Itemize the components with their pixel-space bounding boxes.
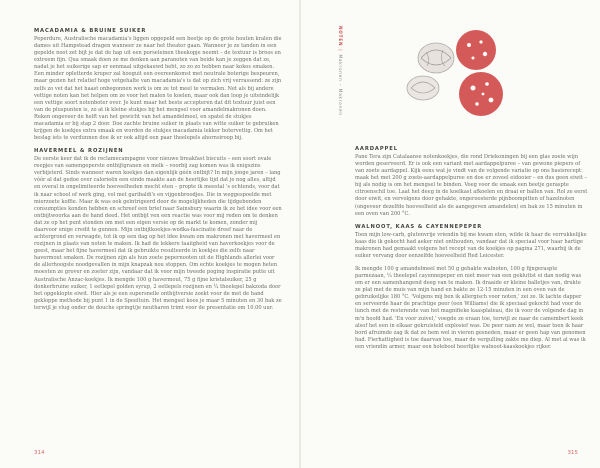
left-column [34,28,282,318]
right-column [355,146,588,357]
macaroon-illustration [456,30,503,116]
page-number-left: 314 [34,450,45,456]
section-heading-aardappel: AARDAPPEL [355,146,398,152]
section-heading-walnoot: WALNOOT, KAAS & CAYENNEPEPER [355,223,483,230]
section-body-havermeel: De eerste keer dat ik de reclamecampagne voor nieuwe breakfast biscuits – een soort ovale reepjes van samengeperste ontbijtgranen en melk – voorbij zag komen was ik enigszins verbijsterd. Sinds wanneer waren koekjes dan eigenlijk géén ontbijt? In mijn jonge jaren – lang vóór al dat gedoe over calorieën een einde maakte aan de heerlijke tijd dat je nog alles, altijd en overal in ongelimiteerde hoeveelheden mocht eten – propte ik meestal 's ochtends, voor dat ik naar school of werk ging, vol met garibaldi's en vijgenbroodjes. Die in weggespoelde met mierzoete koffie. Maar ik was ook geïntrigeerd door de mogelijkheden die tijdgebonden consumpties konden hebben en schreef een brief naar Sainsbury waarin ik ze het idee voor een ontbijtwoorka aan de hand deed. Het ontbijt ven een reactie was voor mij reden om te denken dat ze op het punt stonden om met een eigen versie op de markt te komen, zonder mij daarvoor enige credit te gunnen. Mijn ontbijtkoekjes-wodka-fascinatie dreef naar de achtergrond en verwagde, tot ik op een dag op het idee kwam om makronen met havermeel en rozijnen in plaats van noten te maken. Ik had de lekkere taaiigheid van haverkoekjes voor de geest, maar het fijne havermeel dat ik gebruikte resulteerde in koekjes die zelfs naar havermout smaken. De rozijnen zijn als hun zoete pepernooten uit de Highlands allerlei voor de allerhoogste noodgevallen in mijn knapzak nou stoppen. Om echte koekjes te mogen heten moesten ze grover en zoeter zijn, vandaar dat ik voor mijn tweede poging inspiratie putte uit Australische Anzac-koekjes. Ik mengde 100 g havermout, 75 g fijne kristalsuiker, 25 g donkerbruine suiker, 1 eetlepel golden syrup, 2 eetlepels rozijnen en ¼ theelepel bakzoda door het opgeklopte eiwit. Hier als je een supersnelle ontbijtversie zoekt voor de met de hand gekloppe methode bij punt 1 in de Speeltuin. Het mengsel koos je maar 5 minuten en 30 bak ze terwijl je vlug onder de douche springt/je neutharen trimt voor de presentatie om 10.00 uur. [34,156,282,311]
left-page [0,0,299,468]
running-head-separator: | [338,49,343,52]
running-head [337,26,345,126]
section-body-macadamia: Peperdure, Australische macadamia's liggen opgepeld een beetje op de grote houten kralen die dames uit Hampstead dragen wanneer ze naar het theater gaan. Wanneer je ze tanden in een gepelde noot zet bijt je dat de hap uit een porseleinen theekopje neemt – de textuur is broos en extreem fijn. Qua smaak doen ze me denken aan paranoten van beide kan je zeggen dat ze, nadat je het suikerige sap er eenmaal uitgekauwd hebt, zo zo zo hebben naar kokos smaken. Een minder opletterde kruper zal hooguit een overeenkomst met neutrale boterige bespeuren, maar gezien het relatief hoge vetgehalte van macadamia's is dat op zich vrij verrassend: ze zijn zelfs zo vet dat het haast onbegonnen werk is om ze tot meel te vermalen. Net als bij andere vettige noten kan het helpen om ze voor het malen te koelen, maar ook dan loop je uiteindelijk een vettige soort notenboter over. Je kunt maar het beste accepteren dat dit textuur juist een van de pluspunten is, zo at ik kleine stukjes bij het mengsel voor amandelmakronen doen. Reken ongeveer de helft van het gewicht van het amandelmeel, en spatel de stukjes macadamia er bij stap 2 door. Doe zachte bruine suiker in plaats van witte suiker te gebruiken krijgen de koekjes extra smaak en worden de stukjes macadamia lekker botervettig. Om het beslag iets te verdunnen doe ik er ook altijd een paar theelepels ahornsiroop bij. [34,36,282,142]
section-body-aardappel: Pane Tera zijn Catalaanse notenkoekjes, die rond Driekoningen bij een glas zoete wijn worden geserveerd. Er is ook een variant met aardappelpuree – van gewone piepers of van zoete aardappel. Kijk eens wat je vindt van de volgende variatie op ons basisrecept: maak het met 200 g zoete-aardappelpuree en doe er zoveel eidooier – en dus geen eiwit – bij als nodig is om het mengsel te binden. Voeg voor de smaak een beetje geraspte citroenschil toe. Laat het deeg in de koelkast afkoelen en draai er ballen van. Rol ze eerst door eiwit, en vervolgens door gehakte, ongeroosterde pijnboompitten of hazelnoten (ongeveer dezelfde hoeveelheid als de aangegeven amandelen) en bak ze 15 minuten in een oven van 200 °C. [355,154,588,217]
right-page [301,0,600,468]
section-heading-havermeel: HAVERMEEL & ROZIJNEN [34,148,124,155]
page-number-right: 315 [567,450,578,456]
walnut-illustration [407,43,454,100]
section-body-walnoot-2: Ik mengde 100 g amandelmeel met 50 g gehakte walnoten, 100 g fijngeraspte parmezaan, ¼ theelepel cayennepeper en niet meer van een gekluttst ei dan nodig was om er een samenhangend deeg van te maken. Ik draaide er kleine balletjes van, drukte ze plat met de muis van mijn hand en bakte ze 12-15 minuten in een oven van de gebruikelijke 180 °C. 'Volgens mij ben ik allergisch voor noten,' zei ze. Ik lachte dapper en serveerde haar de prachtige peer (een Williams) die ik speciaal gekocht had voor de lunch met de resterende van het magnifieke kaasplateau, die ik voor de volgende dag in m'n hoofd had. 'En voor zuivel,' voegde ze eraan toe, terwijl ze naar de camembert keek alsof het een in elkaar gekruisteld explosief was. De peer nam ze wel, maar toen ik haar bord afruimde zag ik dat ze hem wel in vieren gesneden, maar er geen hap van genomen had. Fierhattighed is toe daarvan toe, maar de vergulling zakte me diep. Al met al was ik een vriendin armer, maar een holebool heerlijke walnoot-kaaskoekjes rijker. [355,266,586,350]
nut-illustration [381,20,521,120]
running-head-title: NOTEN [338,26,343,47]
section-body-walnoot-1: Toen mijn low-carb, glutenvrije vriendin bij me kwam eten, wilde ik haar de verrukkelijke kaas die ik gekocht had aeker niet onthouden, vandaar dat ik speciaal voor haar hartige makronen had gemaakt volgens het recept van de koekjes op pagina 271, waarbij ik de suiker vervang door eenzelfde hoeveelheid Red Leicester. [355,231,587,259]
running-head-subtitle: Makronen – Makronen [338,54,343,116]
section-heading-macadamia: MACADAMIA & BRUINE SUIKER [34,28,147,34]
